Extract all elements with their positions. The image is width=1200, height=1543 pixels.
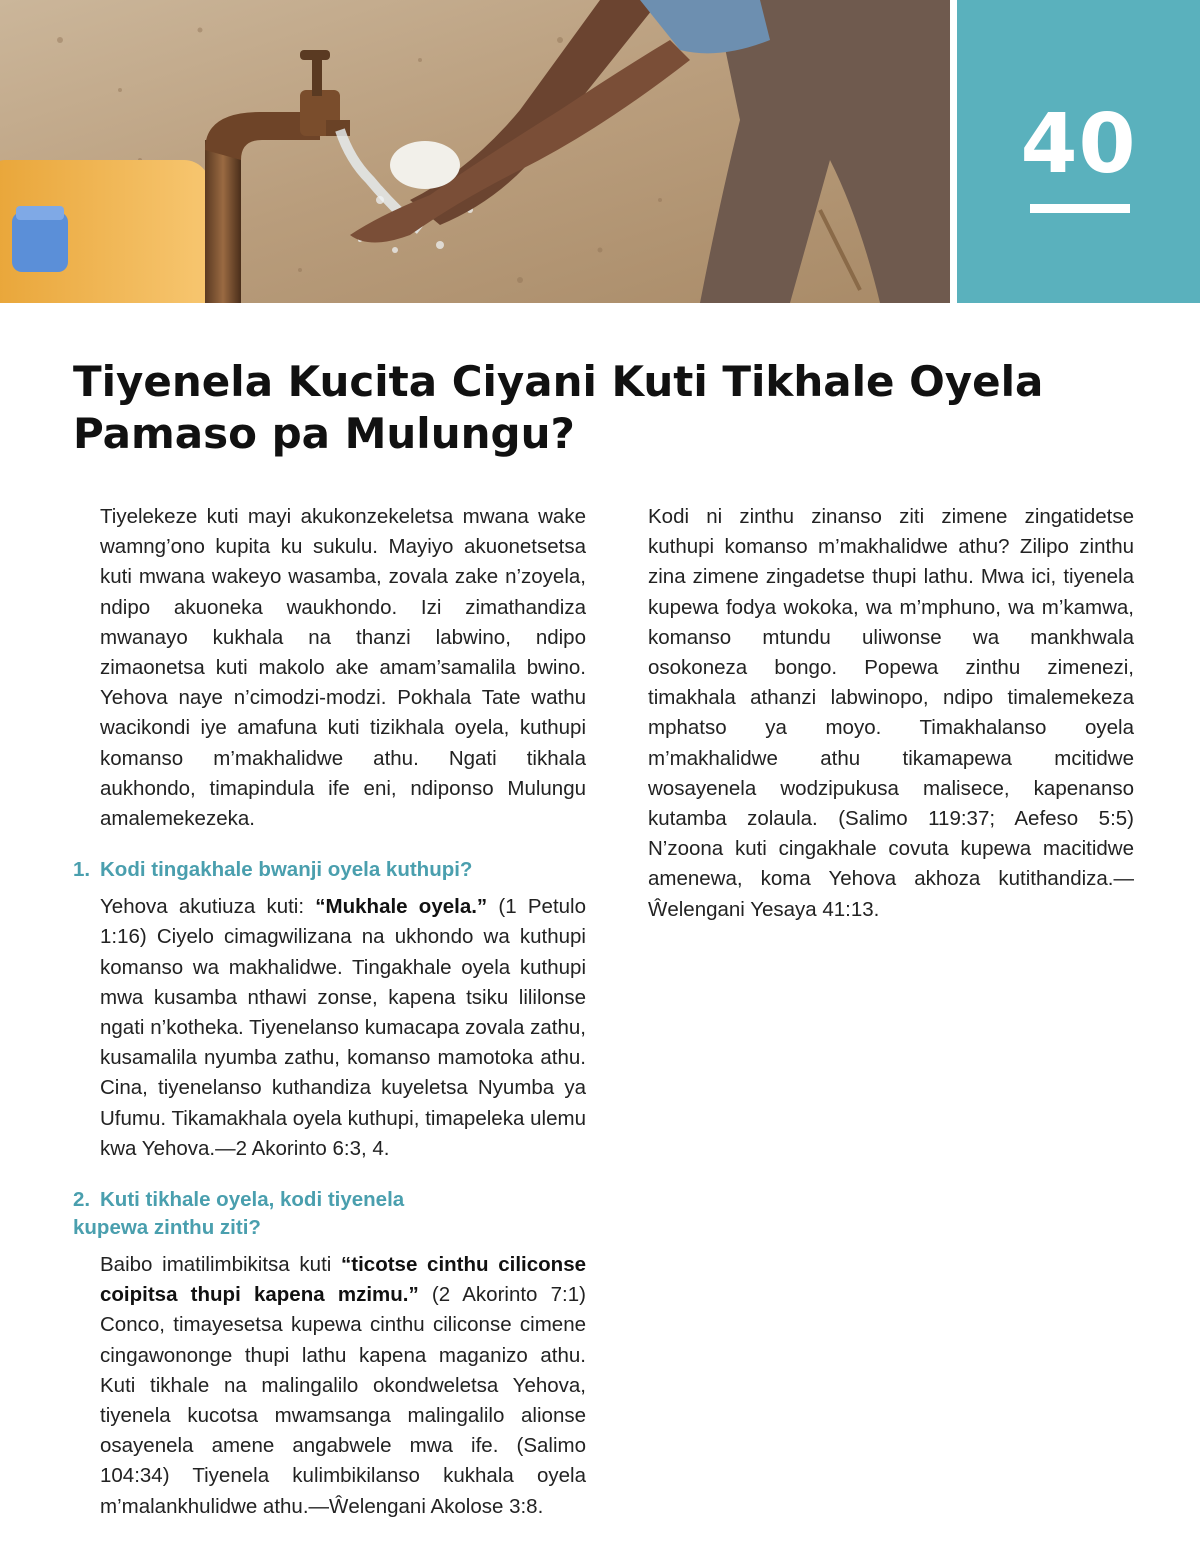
page-title: Tiyenela Kucita Ciyani Kuti Tikhale Oyela Pamaso pa Mulungu? — [73, 357, 1044, 458]
answer-1-text-end: (1 Petulo 1:16) Ciyelo cimagwilizana na ukhondo wa kuthupi komanso wa makhalidwe. Tingakhale oyela kuthupi mwa kusamba nthawi zonse, kapena tsiku lililonse ngati n’kotheka. Tiyenelanso kumacapa zovala zathu, kusamalila nyumba zathu, komanso mamotoka athu. Cina, tiyenelanso kuthandiza kuyeletsa Nyumba ya Ufumu. Tikamakhala oyela kuthupi, timapeleka ulemu kwa Yehova.—2 Akorinto 6:3, 4. — [100, 895, 586, 1160]
question-2 — [73, 1186, 453, 1242]
answer-2-paragraph — [100, 1250, 586, 1522]
question-1-number: 1. — [73, 858, 91, 882]
question-1-text: Kodi tingakhale bwanji oyela kuthupi? — [100, 858, 473, 882]
answer-2-paragraph-2: Kodi ni zinthu zinanso ziti zimene zingatidetse kuthupi komanso m’makhalidwe athu? Zilipo zinthu zina zimene zingadetse thupi lathu. Mwa ici, tiyenela kupewa fodya wokoka, wa m’mphuno, wa m’kamwa, komanso mtundu uliwonse wa mankhwala osokoneza bongo. Popewa zinthu zimenezi, timakhala athanzi labwinopo, ndipo timalemekeza mphatso ya moyo. Timakhalanso oyela m’makhalidwe athu tikamapewa mcitidwe wosayenela wodzipukusa malisece, kapenanso kutamba zolaula. (Salimo 119:37; Aefeso 5:5) N’zoona kuti cingakhale covuta kupewa macitidwe amenewa, koma Yehova akhoza kutithandiza.—Ŵelengani Yesaya 41:13. — [648, 505, 1134, 921]
answer-1-quote: “Mukhale oyela.” — [315, 895, 488, 919]
answer-1-paragraph — [100, 892, 586, 1164]
answer-2-text-end: (2 Akorinto 7:1) Conco, timayesetsa kupewa cinthu ciliconse cimene cingawononge thupi lathu kapena maganizo athu. Kuti tikhale na malingalilo okondweletsa Yehova, tiyenela kucotsa mwamsanga malingalilo alionse osayenela amene angabwele mwa ife. (Salimo 104:34) Tiyenela kulimbikilanso kukhala oyela m’malankhulidwe athu.—Ŵelengani Akolose 3:8. — [100, 1283, 586, 1518]
lesson-number: 40 — [1020, 97, 1137, 192]
header-photo — [0, 0, 950, 303]
jerrycan-shape — [0, 160, 210, 303]
answer-2-quote: “ticotse cinthu ciliconse coipitsa thupi kapena mzimu.” — [100, 1253, 586, 1307]
answer-1-text-start: Yehova akutiuza kuti: — [100, 895, 316, 919]
question-2-number: 2. — [73, 1188, 91, 1212]
right-column — [648, 502, 1134, 937]
question-2-text: Kuti tikhale oyela, kodi tiyenela kupewa zinthu ziti? — [73, 1188, 405, 1240]
intro-paragraph: Tiyelekeze kuti mayi akukonzekeletsa mwana wake wamng’ono kupita ku sukulu. Mayiyo akuonetsetsa kuti mwana wakeyo wasamba, zovala zake n’zoyela, ndipo akuoneka waukhondo. Izi zimathandiza mwanayo kukhala na thanzi labwino, ndipo zimaonetsa kuti makolo ake amam’samalila bwino. Yehova naye n’cimodzi-modzi. Pokhala Tate wathu wacikondi iye amafuna kuti tizikhala oyela, kuthupi komanso m’makhalidwe athu. Ngati tikhala aukhondo, timapindula ife eni, ndiponso Mulungu amalemekezeka. — [100, 505, 586, 831]
lesson-number-underline — [1030, 204, 1130, 213]
lesson-number-box — [957, 0, 1200, 303]
answer-2-text-start: Baibo imatilimbikitsa kuti — [100, 1253, 342, 1277]
question-1 — [73, 856, 586, 884]
left-column — [73, 502, 586, 1534]
